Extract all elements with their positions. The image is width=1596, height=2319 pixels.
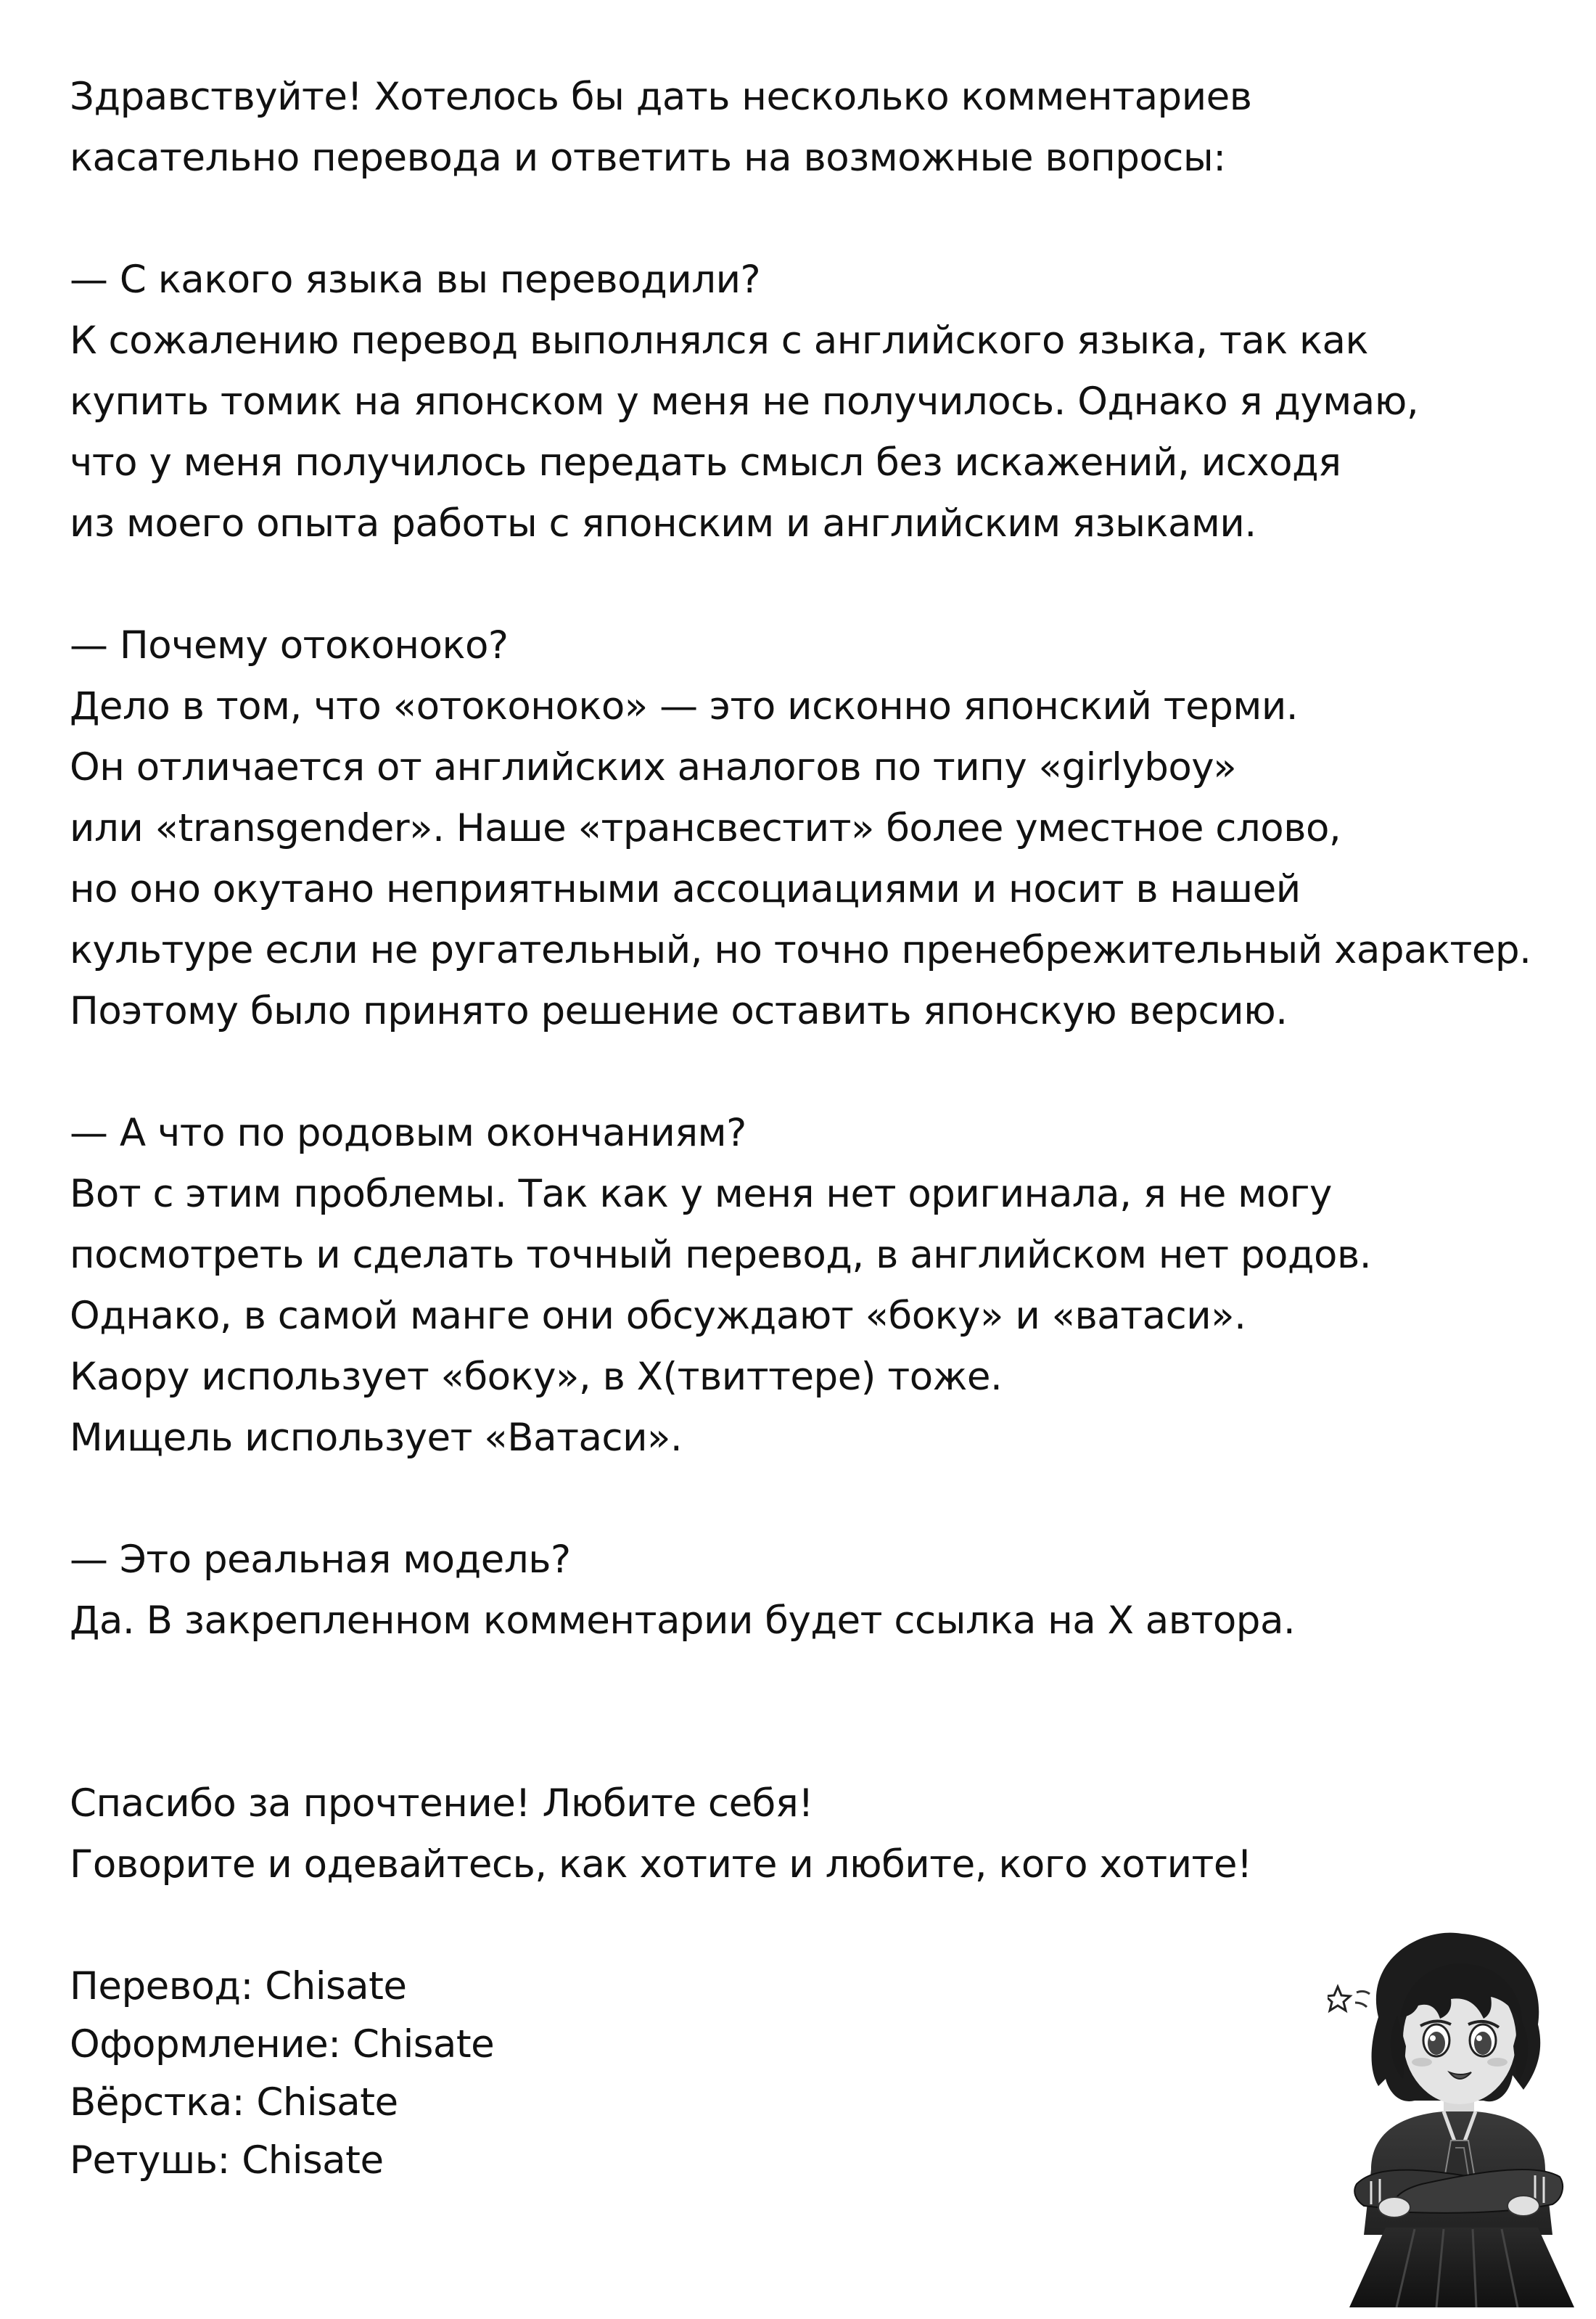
faq-answer-line: культуре если не ругательный, но точно пренебрежительный характер. bbox=[70, 928, 1531, 972]
spacer bbox=[70, 1042, 1550, 1103]
outro-line: Спасибо за прочтение! Любите себя! bbox=[70, 1781, 813, 1826]
faq-answer-line: К сожалению перевод выполнялся с английского языка, так как bbox=[70, 319, 1369, 363]
faq-question: — А что по родовым окончаниям? bbox=[70, 1111, 746, 1155]
spacer bbox=[70, 1469, 1550, 1530]
spacer bbox=[70, 189, 1550, 250]
faq-answer-line: Дело в том, что «отоконоко» — это исконно японский терми. bbox=[70, 684, 1299, 728]
spacer bbox=[70, 554, 1550, 615]
faq-answer-line: посмотреть и сделать точный перевод, в английском нет родов. bbox=[70, 1233, 1372, 1277]
credit-typesetting: Вёрстка: Chisate bbox=[70, 2080, 398, 2125]
notes-text bbox=[70, 67, 1550, 2188]
faq-question: — Это реальная модель? bbox=[70, 1538, 571, 1582]
credit-retouch: Ретушь: Chisate bbox=[70, 2138, 384, 2183]
character-illustration bbox=[1328, 1930, 1589, 2307]
faq-answer-line: но оно окутано неприятными ассоциациями и носит в нашей bbox=[70, 867, 1301, 911]
faq-answer-line: Он отличается от английских аналогов по типу «girlyboy» bbox=[70, 745, 1237, 789]
intro-line: касательно перевода и ответить на возможные вопросы: bbox=[70, 136, 1226, 180]
faq-answer-line: Каору использует «боку», в Х(твиттере) тоже. bbox=[70, 1355, 1003, 1399]
faq-answer-line: Однако, в самой манге они обсуждают «боку» и «ватаси». bbox=[70, 1294, 1246, 1338]
credit-design: Оформление: Chisate bbox=[70, 2022, 495, 2066]
faq-answer-line: Вот с этим проблемы. Так как у меня нет оригинала, я не могу bbox=[70, 1172, 1332, 1216]
faq-answer-line: или «transgender». Наше «трансвестит» более уместное слово, bbox=[70, 806, 1341, 850]
faq-answer-line: Мищель использует «Ватаси». bbox=[70, 1416, 683, 1460]
intro-line: Здравствуйте! Хотелось бы дать несколько комментариев bbox=[70, 75, 1252, 119]
faq-answer-line: Да. В закрепленном комментарии будет ссылка на Х автора. bbox=[70, 1598, 1296, 1643]
faq-answer-line: что у меня получилось передать смысл без искажений, исходя bbox=[70, 440, 1341, 485]
faq-answer-line: из моего опыта работы с японским и английским языками. bbox=[70, 501, 1256, 546]
star-icon bbox=[1328, 1987, 1370, 2011]
credit-translation: Перевод: Chisate bbox=[70, 1964, 407, 2008]
faq-answer-line: Поэтому было принято решение оставить японскую версию. bbox=[70, 989, 1288, 1033]
spacer bbox=[70, 1651, 1550, 1773]
outro-line: Говорите и одевайтесь, как хотите и любите, кого хотите! bbox=[70, 1842, 1252, 1887]
faq-answer-line: купить томик на японском у меня не получилось. Однако я думаю, bbox=[70, 379, 1419, 424]
faq-question: — С какого языка вы переводили? bbox=[70, 258, 761, 302]
faq-question: — Почему отоконоко? bbox=[70, 623, 509, 668]
